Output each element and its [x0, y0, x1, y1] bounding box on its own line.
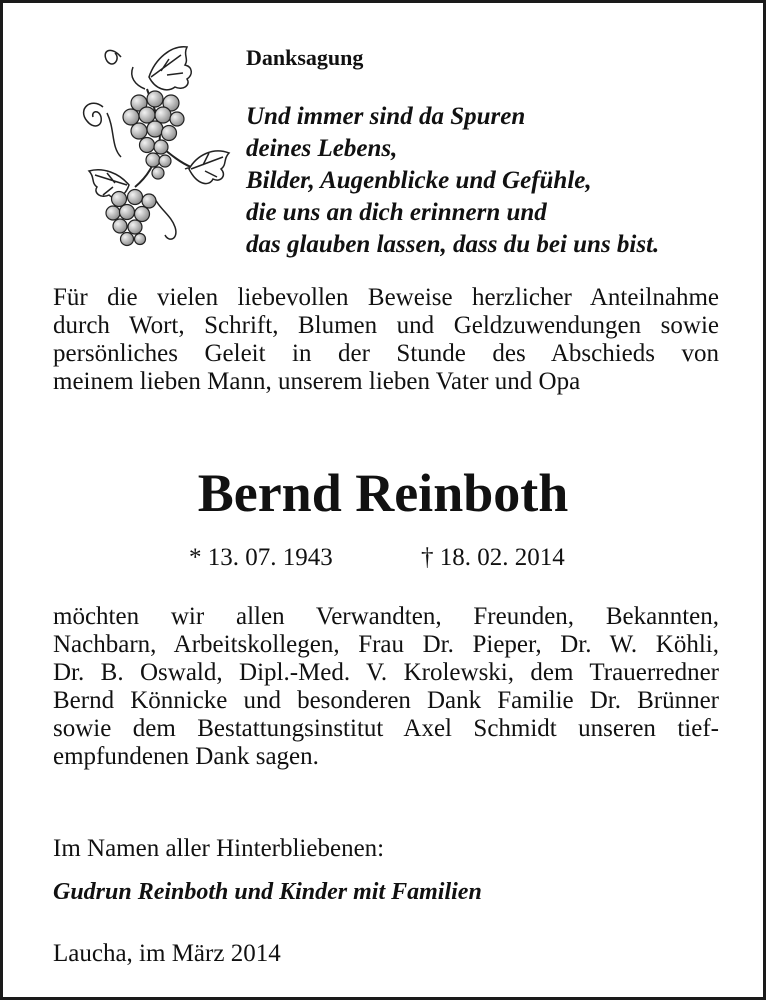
place-and-date: Laucha, im März 2014	[53, 940, 281, 967]
poem-line: deines Lebens,	[246, 135, 398, 162]
thanks-line: Nachbarn, Arbeitskollegen, Frau Dr. Pieper, Dr. W. Köhli,	[53, 631, 719, 658]
thanks-line: Bernd Könnicke und besonderen Dank Familie Dr. Brünner	[53, 687, 719, 714]
poem-line: das glauben lassen, dass du bei uns bist.	[246, 231, 660, 258]
grape-vine-icon	[63, 37, 233, 252]
intro-line: Für die vielen liebevollen Beweise herzlicher Anteilnahme	[53, 284, 719, 311]
poem	[246, 101, 659, 261]
intro-line: durch Wort, Schrift, Blumen und Geldzuwendungen sowie	[53, 312, 719, 339]
poem-line: Bilder, Augenblicke und Gefühle,	[246, 167, 592, 194]
family-signature: Gudrun Reinboth und Kinder mit Familien	[53, 879, 482, 905]
intro-line: persönliches Geleit in der Stunde des Abschieds von	[53, 340, 719, 367]
intro-line: meinem lieben Mann, unserem lieben Vater und Opa	[53, 368, 581, 395]
deceased-name: Bernd Reinboth	[197, 463, 569, 523]
poem-line: Und immer sind da Spuren	[246, 103, 526, 130]
intro-paragraph	[53, 284, 719, 396]
death-date: † 18. 02. 2014	[421, 544, 565, 571]
thanks-line: sowie dem Bestattungsinstitut Axel Schmidt unseren tief-	[53, 715, 719, 742]
heading-danksagung: Danksagung	[246, 45, 364, 70]
birth-date: * 13. 07. 1943	[189, 544, 333, 571]
thanks-paragraph	[53, 603, 719, 771]
thanks-line: möchten wir allen Verwandten, Freunden, Bekannten,	[53, 603, 719, 630]
thanks-line: Dr. B. Oswald, Dipl.-Med. V. Krolewski, dem Trauerredner	[53, 659, 719, 686]
poem-line: die uns an dich erinnern und	[246, 199, 547, 226]
thanks-line: empfundenen Dank sagen.	[53, 743, 319, 770]
signoff-text: Im Namen aller Hinterbliebenen:	[53, 835, 385, 862]
